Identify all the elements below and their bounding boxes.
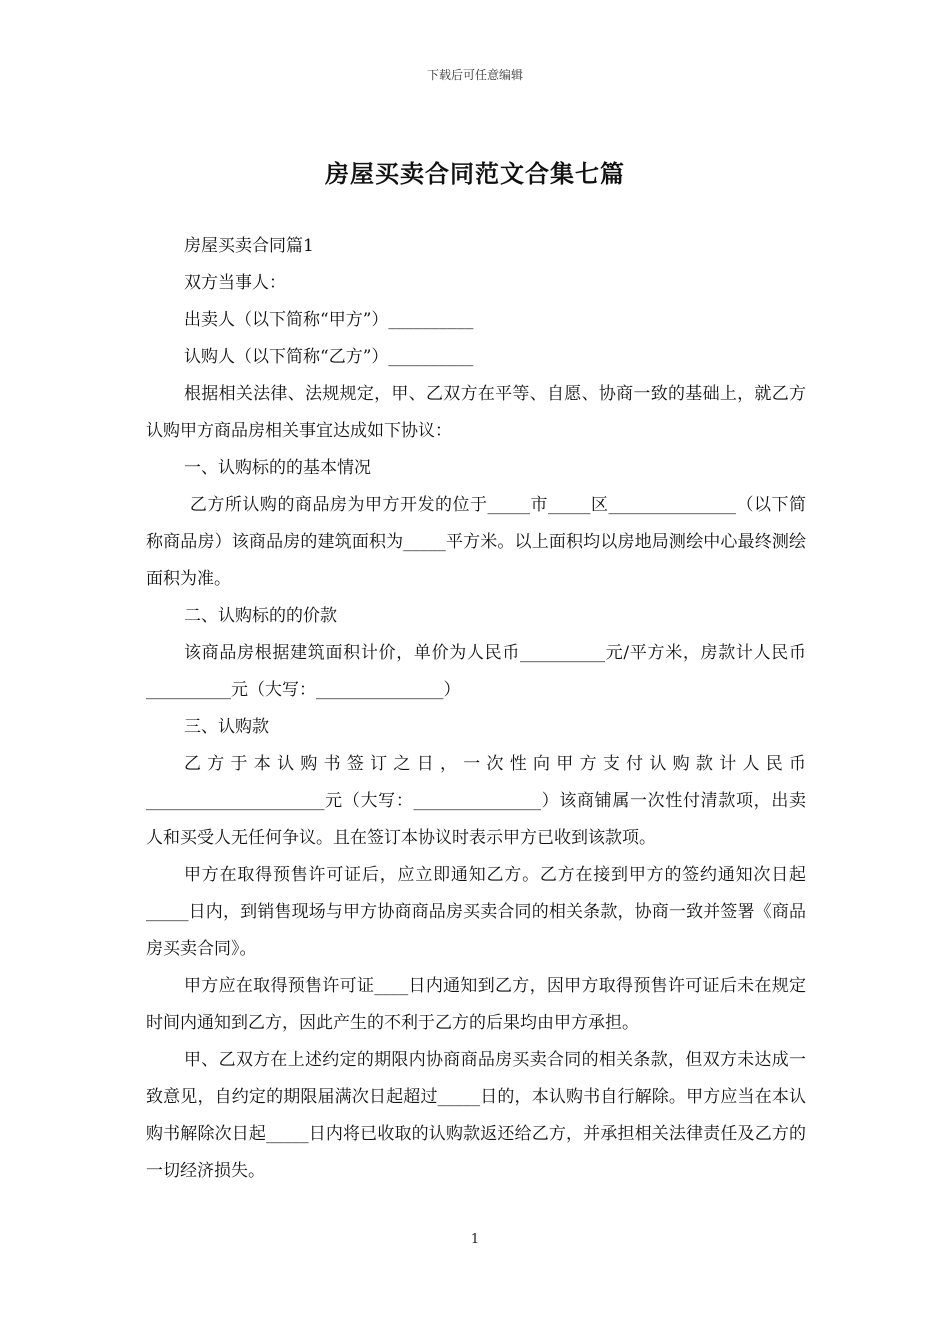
clause-heading-2: 二、认购标的的价款 bbox=[184, 606, 337, 626]
notice-deadline-paragraph: 甲方应在取得预售许可证____日内通知到乙方，因甲方取得预售许可证后未在规定时间内通知到乙方，因此产生的不利于乙方的后果均由甲方承担。 bbox=[146, 976, 806, 1033]
clause-3-paragraph: 乙方于本认购书签订之日，一次性向甲方支付认购款计人民币_____________________元（大写：_______________）该商铺属一次性付清款项，出卖人和买受人无任何争议。且在签订本协议时表示甲方已收到该款项。 bbox=[146, 754, 806, 848]
header-note: 下载后可任意编辑 bbox=[426, 68, 523, 82]
preamble-paragraph: 根据相关法律、法规规定，甲、乙双方在平等、自愿、协商一致的基础上，就乙方认购甲方商品房相关事宜达成如下协议： bbox=[146, 384, 806, 441]
clause-heading-1: 一、认购标的的基本情况 bbox=[184, 458, 371, 478]
section-heading: 房屋买卖合同篇1 bbox=[184, 236, 314, 256]
page-number: 1 bbox=[470, 1232, 480, 1247]
clause-heading-3: 三、认购款 bbox=[184, 717, 269, 737]
parties-label: 双方当事人： bbox=[184, 273, 286, 293]
document-body bbox=[146, 228, 806, 1190]
presale-notice-paragraph: 甲方在取得预售许可证后，应立即通知乙方。乙方在接到甲方的签约通知次日起_____日内，到销售现场与甲方协商商品房买卖合同的相关条款，协商一致并签署《商品房买卖合同》。 bbox=[146, 865, 806, 959]
seller-line: 出卖人（以下简称“甲方”）__________ bbox=[184, 310, 474, 330]
termination-paragraph: 甲、乙双方在上述约定的期限内协商商品房买卖合同的相关条款，但双方未达成一致意见，自约定的期限届满次日起超过_____日的，本认购书自行解除。甲方应当在本认购书解除次日起_____日内将已收取的认购款返还给乙方，并承担相关法律责任及乙方的一切经济损失。 bbox=[146, 1050, 806, 1181]
clause-1-paragraph: 乙方所认购的商品房为甲方开发的位于_____市_____区_______________（以下简称商品房）该商品房的建筑面积为_____平方米。以上面积均以房地局测绘中心最终测绘面积为准。 bbox=[146, 495, 807, 589]
document-title: 房屋买卖合同范文合集七篇 bbox=[325, 159, 625, 188]
clause-2-paragraph: 该商品房根据建筑面积计价，单价为人民币__________元/平方米，房款计人民币__________元（大写：_______________） bbox=[146, 643, 806, 700]
buyer-line: 认购人（以下简称“乙方”）__________ bbox=[184, 347, 474, 367]
